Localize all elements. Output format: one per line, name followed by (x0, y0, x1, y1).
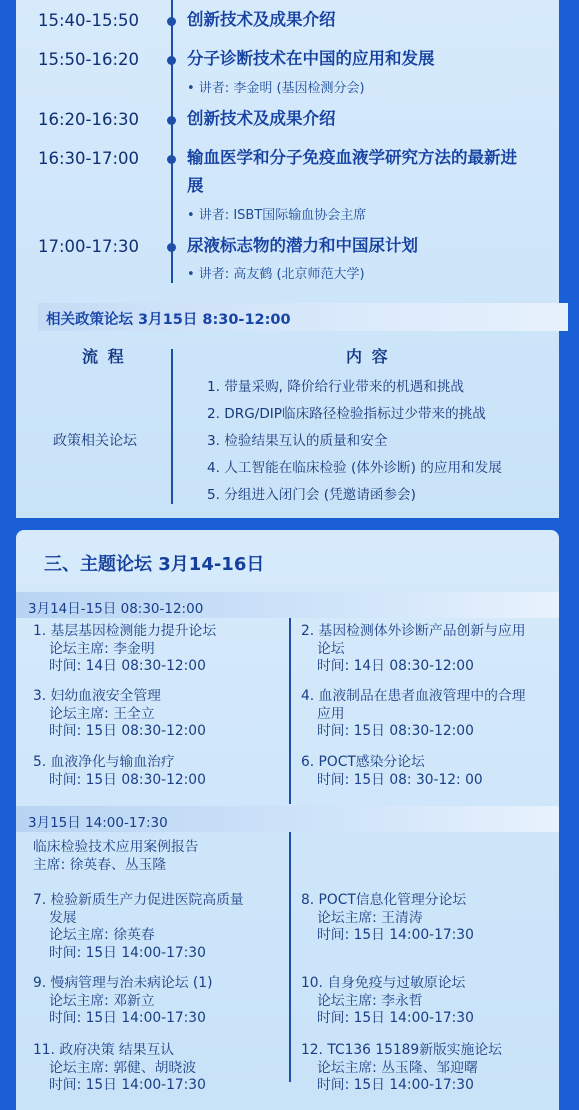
forum-time: 时间: 14日 08:30-12:00 (317, 658, 474, 674)
forum-item (33, 754, 206, 789)
timeline-line (171, 0, 173, 283)
forum-chair: 论坛主席: 王全立 (49, 705, 155, 722)
policy-item: 2. DRG/DIP临床路径检验指标过少带来的挑战 (207, 406, 486, 422)
timeline-dot (167, 116, 176, 125)
forum-item (301, 975, 474, 1028)
forum-name-cont: 论坛 (317, 640, 345, 657)
forum-name: 9. 慢病管理与治未病论坛 (1) (33, 975, 213, 991)
forum-chair: 论坛主席: 郭健、胡晓波 (49, 1059, 197, 1076)
forum-name: 10. 自身免疫与过敏原论坛 (301, 975, 466, 991)
policy-forum-bar (38, 303, 568, 331)
policy-item: 3. 检验结果互认的质量和安全 (207, 433, 388, 449)
schedule-time: 16:30-17:00 (38, 149, 140, 168)
forum-name: 4. 血液制品在患者血液管理中的合理 (301, 688, 526, 704)
forum-item (301, 688, 526, 741)
forum-name: 临床检验技术应用案例报告 (33, 839, 199, 855)
forum-time: 时间: 15日 14:00-17:30 (49, 1010, 206, 1026)
forum-name: 3. 妇幼血液安全管理 (33, 688, 161, 704)
policy-forum-title: 相关政策论坛 3月15日 8:30-12:00 (46, 312, 291, 328)
schedule-time: 15:40-15:50 (38, 11, 140, 30)
forum-chair: 论坛主席: 徐英春 (49, 927, 155, 943)
forum-name: 12. TC136 15189新版实施论坛 (301, 1042, 502, 1058)
forum-item (301, 892, 474, 945)
timeline-dot (167, 56, 176, 65)
morning-band-label: 3月14日-15日 08:30-12:00 (28, 601, 204, 617)
schedule-title: 创新技术及成果介绍 (187, 10, 336, 29)
policy-item: 4. 人工智能在临床检验 (体外诊断) 的应用和发展 (207, 460, 502, 476)
forum-item (33, 1042, 206, 1095)
timeline-dot (167, 243, 176, 252)
morning-band (16, 592, 559, 618)
forum-chair: 论坛主席: 邓新立 (49, 992, 155, 1009)
forum-time: 时间: 15日 08:30-12:00 (49, 771, 206, 788)
forum-item (301, 623, 526, 676)
policy-item: 1. 带量采购, 降价给行业带来的机遇和挑战 (207, 379, 465, 395)
forum-intro (33, 839, 199, 874)
forum-chair: 论坛主席: 李永哲 (317, 992, 423, 1009)
forum-name: 5. 血液净化与输血治疗 (33, 754, 175, 770)
theme-forum-card (16, 530, 559, 1110)
forum-time: 时间: 15日 08:30-12:00 (49, 723, 206, 739)
schedule-speaker: • 讲者: ISBT国际输血协会主席 (187, 208, 367, 223)
forum-chair: 主席: 徐英春、丛玉隆 (33, 856, 167, 873)
forum-chair: 论坛主席: 李金明 (49, 640, 155, 657)
forum-time: 时间: 15日 14:00-17:30 (49, 944, 206, 961)
policy-divider (171, 349, 173, 504)
forum-name: 6. POCT感染分论坛 (301, 754, 425, 770)
schedule-title: 创新技术及成果介绍 (187, 109, 336, 128)
forum-time: 时间: 15日 14:00-17:30 (317, 927, 474, 943)
schedule-card (16, 0, 559, 518)
forum-time: 时间: 15日 14:00-17:30 (317, 1077, 474, 1093)
schedule-title: 尿液标志物的潜力和中国尿计划 (187, 236, 418, 255)
forum-item (33, 892, 244, 962)
afternoon-band-label: 3月15日 14:00-17:30 (28, 815, 168, 831)
process-header: 流 程 (82, 347, 126, 366)
forum-time: 时间: 15日 08:30-12:00 (317, 723, 474, 739)
forum-name: 8. POCT信息化管理分论坛 (301, 892, 467, 908)
timeline-dot (167, 17, 176, 26)
schedule-speaker: • 讲者: 李金明 (基因检测分会) (187, 81, 365, 96)
forum-item (33, 975, 212, 1028)
policy-category: 政策相关论坛 (53, 433, 137, 449)
forum-name-cont: 应用 (317, 705, 345, 722)
forum-time: 时间: 15日 14:00-17:30 (49, 1077, 206, 1093)
column-divider (289, 832, 291, 1082)
schedule-time: 17:00-17:30 (38, 237, 140, 256)
forum-name: 1. 基层基因检测能力提升论坛 (33, 623, 217, 639)
schedule-time: 15:50-16:20 (38, 50, 140, 69)
forum-chair: 论坛主席: 丛玉隆、邹迎曙 (317, 1059, 478, 1076)
forum-item (33, 688, 206, 741)
timeline-dot (167, 155, 176, 164)
schedule-title: 输血医学和分子免疫血液学研究方法的最新进展 (187, 148, 517, 195)
forum-item (33, 623, 216, 676)
forum-name: 11. 政府决策 结果互认 (33, 1042, 175, 1058)
column-divider (289, 618, 291, 804)
forum-name: 7. 检验新质生产力促进医院高质量 (33, 892, 244, 908)
forum-time: 时间: 15日 14:00-17:30 (317, 1010, 474, 1026)
forum-time: 时间: 15日 08: 30-12: 00 (317, 771, 483, 788)
forum-time: 时间: 14日 08:30-12:00 (49, 658, 206, 674)
forum-item (301, 754, 483, 789)
section-title: 三、主题论坛 3月14-16日 (44, 554, 265, 575)
policy-item: 5. 分组进入闭门会 (凭邀请函参会) (207, 487, 416, 503)
schedule-title: 分子诊断技术在中国的应用和发展 (187, 49, 435, 68)
schedule-speaker: • 讲者: 高友鹤 (北京师范大学) (187, 267, 365, 282)
forum-name: 2. 基因检测体外诊断产品创新与应用 (301, 623, 526, 639)
forum-chair: 论坛主席: 王清涛 (317, 909, 423, 926)
forum-name-cont: 发展 (49, 909, 77, 926)
content-header: 内 容 (346, 347, 390, 366)
afternoon-band (16, 806, 559, 832)
forum-item (301, 1042, 502, 1095)
schedule-time: 16:20-16:30 (38, 110, 140, 129)
